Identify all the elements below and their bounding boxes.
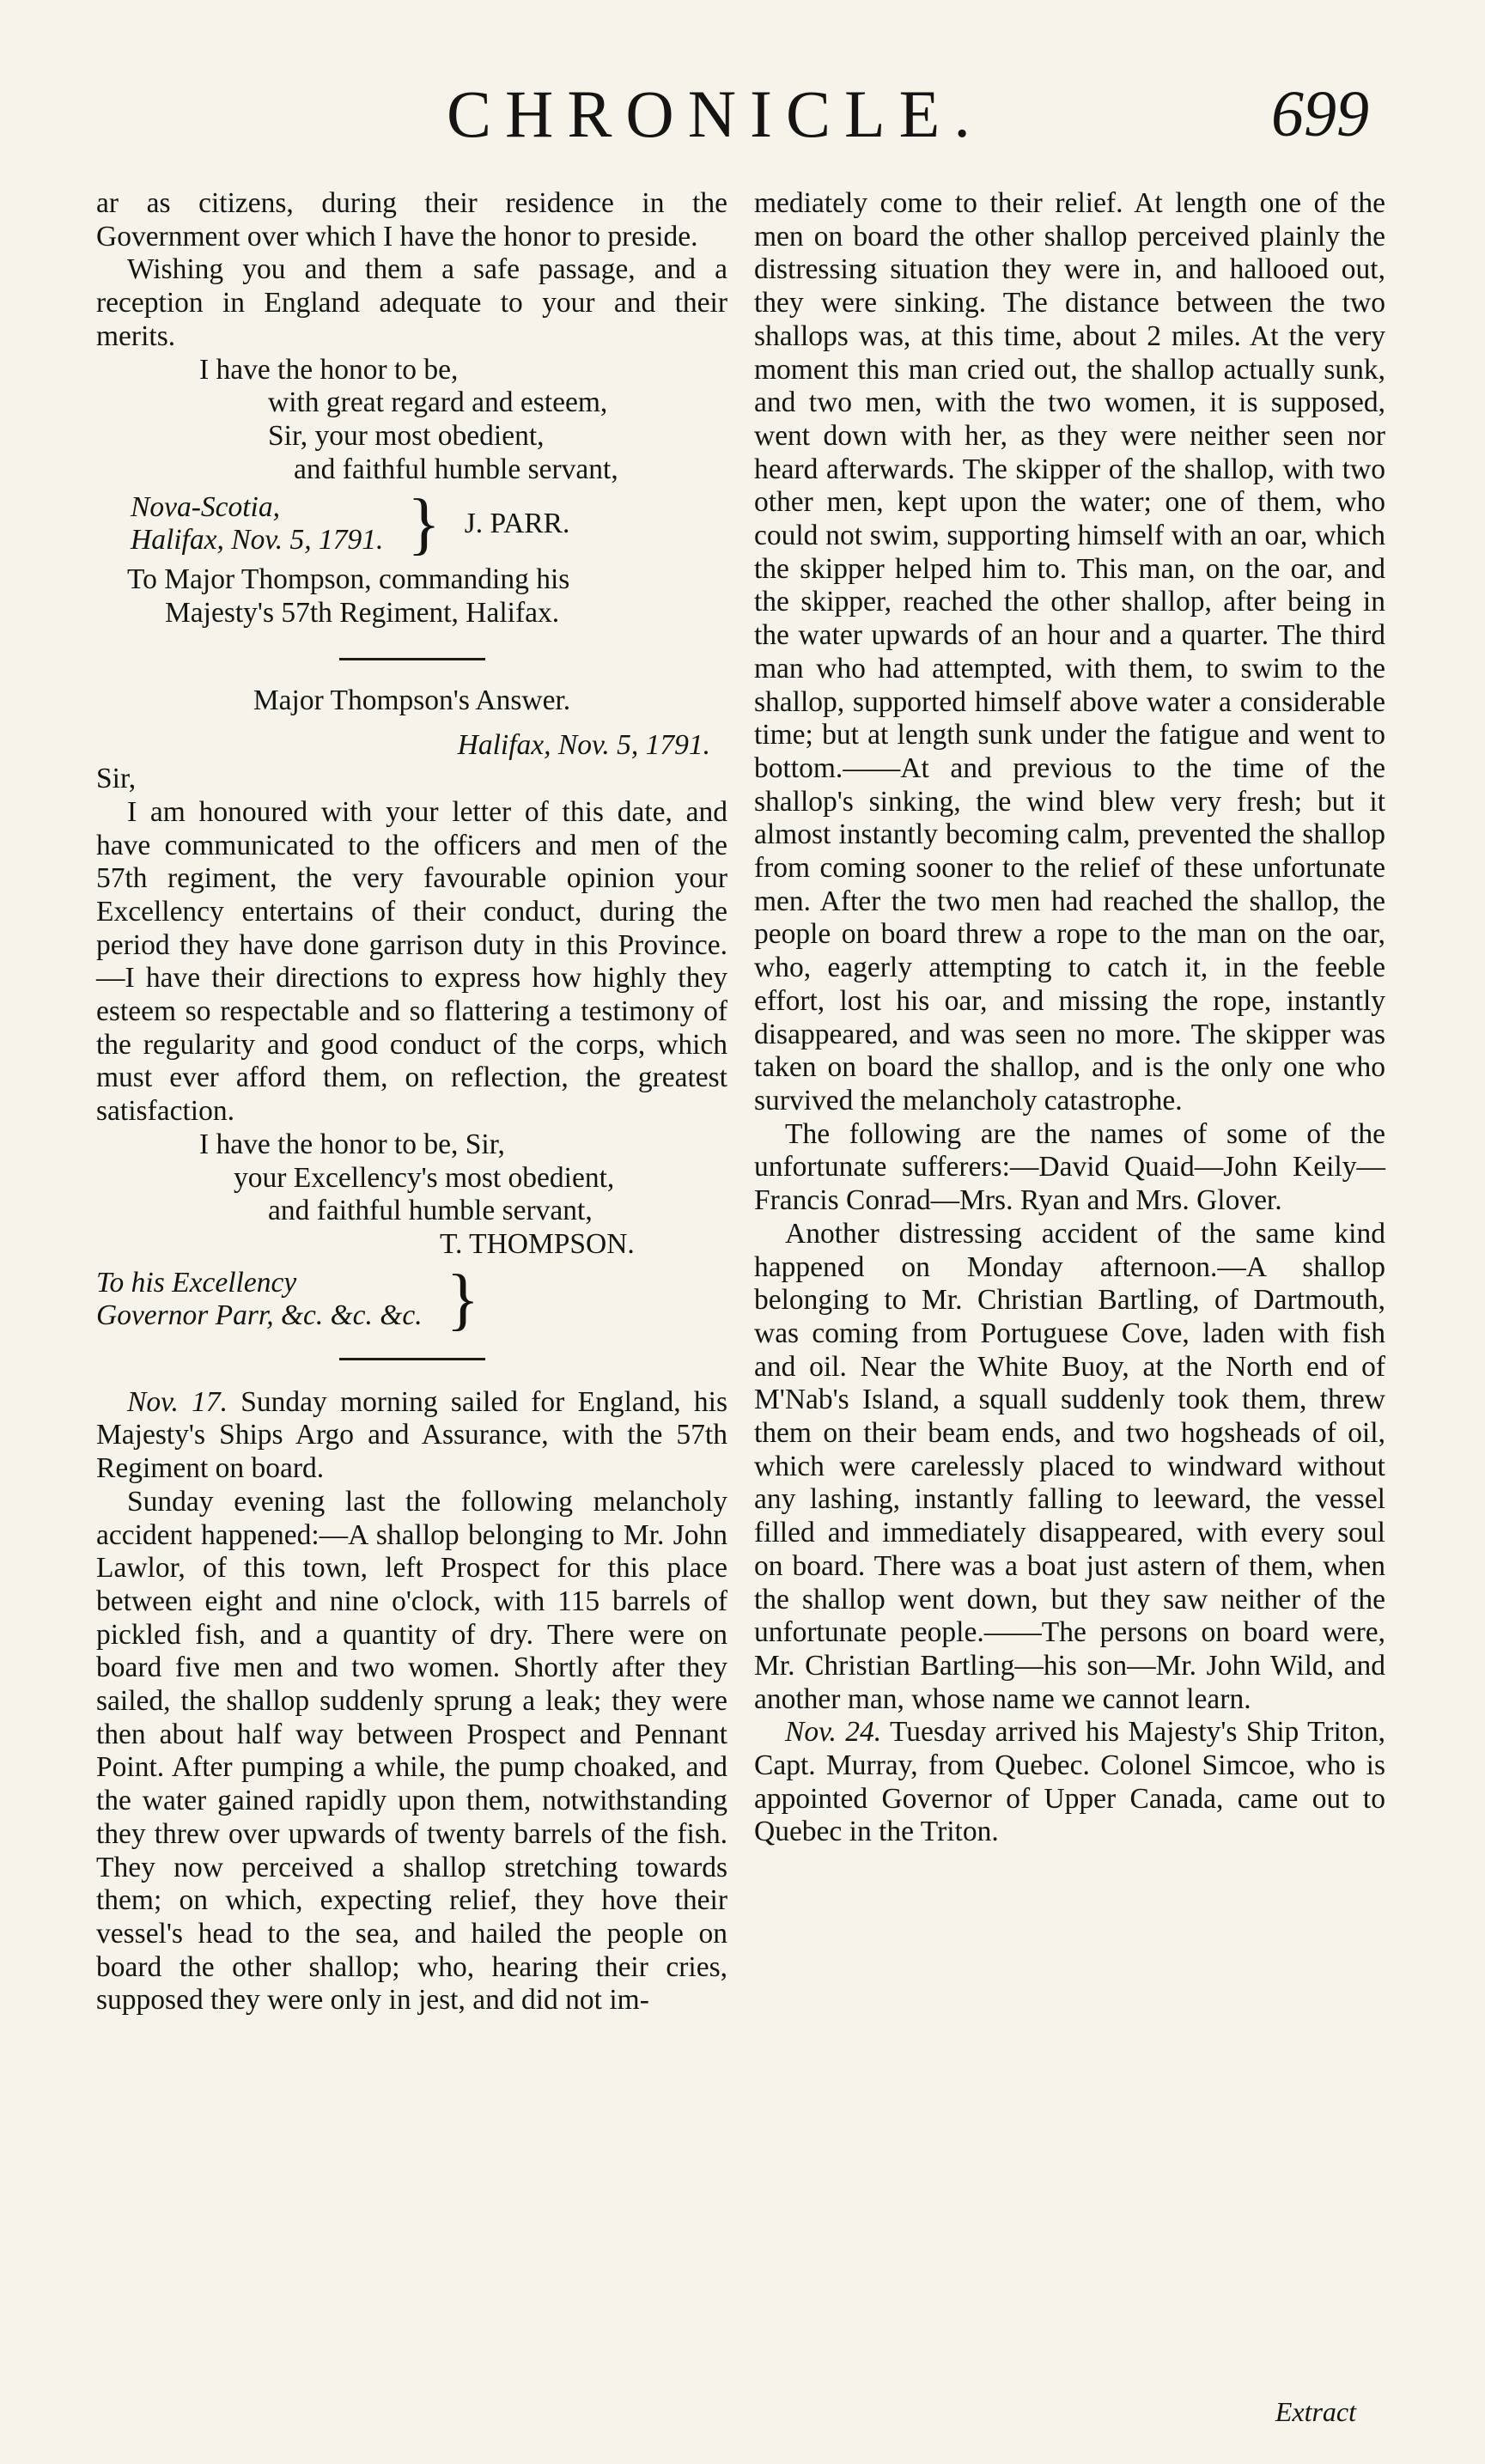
paragraph: ar as citizens, during their residence in the Government over which I have the honor to preside.: [96, 187, 727, 252]
paragraph-text: Sunday morning sailed for England, his Majesty's Ships Argo and Assurance, with the 57th Regiment on board.: [96, 1385, 727, 1485]
address-line: To Major Thompson, commanding his: [127, 563, 570, 596]
date-label: Nov. 17.: [127, 1385, 228, 1418]
brace-glyph: }: [446, 1261, 480, 1337]
paragraph: mediately come to their relief. At length one of the men on board the other shallop perceived plainly the distressing situation they were in, and hallooed out, they were sinking. The distance between the two shallops was, at this time, about 2 miles. At the very moment this man cried out, the shallop actually sunk, and two men, with the two women, it is supposed, went down with her, as they were neither seen nor heard afterwards. The skipper of the shallop, with two other men, kept upon the water; one of them, who could not swim, supporting himself with an oar, which the skipper helped him to. This man, on the oar, and the skipper, reached the other shallop, after being in the water upwards of an hour and a quarter. The third man who had attempted, with them, to swim to the shallop, supported himself above water a considerable time; but at length sunk under the fatigue and went to bottom.——At and previous to the time of the shallop's sinking, the wind blew very fresh; but it almost instantly becoming calm, prevented the shallop from coming sooner to the relief of these unfortunate men. After the two men had reached the shallop, the people on board threw a rope to the man on the oar, who, eagerly attempting to catch it, in the feeble effort, lost his oar, and missing the rope, instantly disappeared, and was seen no more. The skipper was taken on board the shallop, and is the only one who survived the melancholy catastrophe.: [754, 187, 1385, 1116]
paragraph: Wishing you and them a safe passage, and a reception in England adequate to your and their merits.: [96, 253, 727, 352]
closing-line: Sir, your most obedient,: [268, 419, 545, 452]
paragraph: I am honoured with your letter of this date, and have communicated to the officers and men of the 57th regiment, the very favourable opinion your Excellency entertains of their conduct, during the period they have done garrison duty in this Province.—I have their directions to express how highly they esteem so respectable and so flattering a testimony of the regularity and good conduct of the corps, which must ever afford them, on reflection, the greatest satisfaction.: [96, 795, 727, 1128]
catchword: Extract: [1275, 2396, 1356, 2427]
closing-line: with great regard and esteem,: [268, 386, 608, 419]
paragraph: [96, 1386, 727, 1486]
place-line: Halifax, Nov. 5, 1791.: [131, 524, 384, 557]
section-rule: [339, 658, 485, 660]
left-column: [96, 187, 727, 2017]
letter-recipient: [96, 1261, 727, 1337]
right-column: [754, 187, 1385, 1849]
running-title: CHRONICLE.: [447, 76, 984, 151]
closing-line: and faithful humble servant,: [294, 453, 618, 485]
page-header: [0, 76, 1485, 170]
date-label: Nov. 24.: [785, 1716, 882, 1749]
recipient-line: To his Excellency: [96, 1266, 297, 1299]
closing-line: I have the honor to be, Sir,: [199, 1128, 505, 1160]
paragraph: [754, 1716, 1385, 1849]
closing-line: your Excellency's most obedient,: [234, 1161, 615, 1194]
place-line: Nova-Scotia,: [131, 491, 280, 524]
signature: T. THOMPSON.: [440, 1227, 635, 1260]
address-line: Majesty's 57th Regiment, Halifax.: [165, 597, 560, 630]
paragraph-text: Tuesday arrived his Majesty's Ship Triton, Capt. Murray, from Quebec. Colonel Simcoe, who is appointed Governor of Upper Canada, came out to Quebec in the Triton.: [754, 1716, 1385, 1848]
section-rule: [339, 1358, 485, 1360]
paragraph: Sunday evening last the following melancholy accident happened:—A shallop belonging to Mr. John Lawlor, of this town, left Prospect for this place between eight and nine o'clock, with 115 barrels of pickled fish, and a quantity of dry. There were on board five men and two women. Shortly after they sailed, the shallop suddenly sprung a leak; they were then about half way between Prospect and Pennant Point. After pumping a while, the pump choaked, and the water gained rapidly upon them, notwithstanding they threw over upwards of twenty barrels of the fish. They now perceived a shallop stretching towards them; on which, expecting relief, they hove their vessel's head to the sea, and hailed the people on board the other shallop; who, hearing their cries, supposed they were only in jest, and did not im-: [96, 1485, 727, 2017]
dateline: Halifax, Nov. 5, 1791.: [457, 729, 710, 762]
brace-glyph: }: [407, 486, 441, 563]
closing-line: I have the honor to be,: [199, 353, 459, 386]
paragraph: Another distressing accident of the same kind happened on Monday afternoon.—A shallop belonging to Mr. Christian Bartling, of Dartmouth, was coming from Portuguese Cove, laden with fish and oil. Near the White Buoy, at the North end of M'Nab's Island, a squall suddenly took them, threw them on their beam ends, and two hogsheads of oil, which were carelessly placed to windward without any lashing, instantly falling to leeward, the vessel filled and immediately disappeared, with every soul on board. There was a boat just astern of them, when the shallop went down, but they saw neither of the unfortunate people.——The persons on board were, Mr. Christian Bartling—his son—Mr. John Wild, and another man, whose name we cannot learn.: [754, 1217, 1385, 1715]
paragraph: The following are the names of some of the unfortunate sufferers:—David Quaid—John Keily—Francis Conrad—Mrs. Ryan and Mrs. Glover.: [754, 1117, 1385, 1217]
page-number: 699: [1271, 78, 1369, 150]
recipient-line: Governor Parr, &c. &c. &c.: [96, 1299, 423, 1331]
signature: J. PARR.: [464, 507, 570, 539]
closing-line: and faithful humble servant,: [268, 1195, 593, 1227]
letter-place: [131, 486, 727, 563]
salutation: Sir,: [96, 763, 137, 795]
section-heading: Major Thompson's Answer.: [253, 684, 571, 716]
